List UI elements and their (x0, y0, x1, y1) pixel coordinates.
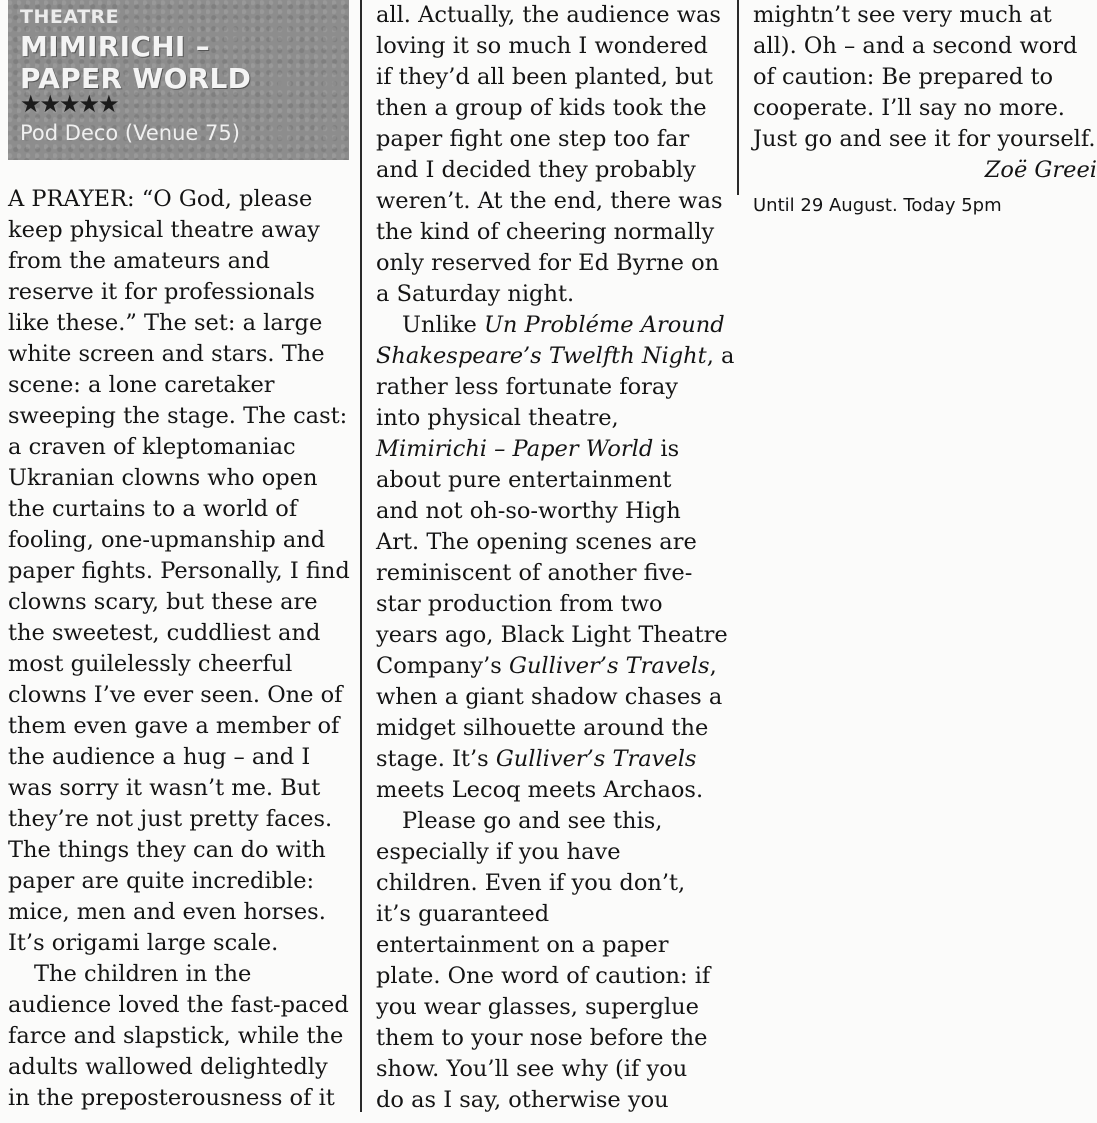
text-line: they’re not just pretty faces. (8, 806, 333, 832)
text-line: rather less fortunate foray (376, 374, 679, 400)
text-line: Unlike Un Probléme Around (402, 312, 725, 338)
text-line: mice, men and even horses. (8, 899, 326, 925)
author-byline: Zoë Greei (984, 157, 1097, 183)
text-line: if they’d all been planted, but (376, 64, 714, 90)
text-line: a Saturday night. (376, 281, 575, 307)
article-column-3 (753, 0, 1097, 218)
text-line: like these.” The set: a large (8, 310, 323, 336)
text-line: reserve it for professionals (8, 279, 315, 305)
review-title-line-2: PAPER WORLD (20, 62, 252, 95)
text-line: Ukranian clowns who open (8, 465, 318, 491)
text-line: only reserved for Ed Byrne on (376, 250, 720, 276)
text-line: the curtains to a world of (8, 496, 298, 522)
text-line: audience loved the fast-paced (8, 992, 349, 1018)
text-line: especially if you have (376, 839, 621, 865)
text-line: from the amateurs and (8, 248, 270, 274)
text-line: them even gave a member of (8, 713, 340, 739)
text-line: Mimirichi – Paper World is (376, 436, 680, 462)
text-line: paper fights. Personally, I find (8, 558, 350, 584)
text-line: then a group of kids took the (376, 95, 707, 121)
text-line: do as I say, otherwise you (376, 1087, 669, 1113)
text-line: keep physical theatre away (8, 217, 320, 243)
text-line: was sorry it wasn’t me. But (8, 775, 321, 801)
text-line: all. Actually, the audience was (376, 2, 721, 28)
text-line: fooling, one-upmanship and (8, 527, 326, 553)
text-line: midget silhouette around the (376, 715, 709, 741)
text-line: paper are quite incredible: (8, 868, 315, 894)
text-line: most guilelessly cheerful (8, 651, 293, 677)
column-rule-1 (360, 0, 362, 1112)
text-line: The children in the (34, 961, 252, 987)
venue-label: Pod Deco (Venue 75) (20, 121, 240, 145)
text-line: into physical theatre, (376, 405, 619, 431)
text-line: white screen and stars. The (8, 341, 325, 367)
text-line: A PRAYER: “O God, please (8, 186, 313, 212)
article-column-2 (376, 0, 735, 1116)
text-line: meets Lecoq meets Archaos. (376, 777, 704, 803)
text-line: all). Oh – and a second word (753, 33, 1078, 59)
text-line: sweeping the stage. The cast: (8, 403, 348, 429)
text-line: children. Even if you don’t, (376, 870, 686, 896)
article-column-1 (8, 184, 354, 1114)
column-rule-2 (737, 0, 739, 195)
text-line: the audience a hug – and I (8, 744, 311, 770)
text-line: scene: a lone caretaker (8, 372, 275, 398)
text-line: mightn’t see very much at (753, 2, 1052, 28)
text-line: The things they can do with (8, 837, 326, 863)
text-line: Company’s Gulliver’s Travels, (376, 653, 717, 679)
text-line: adults wallowed delightedly (8, 1054, 328, 1080)
text-line: It’s origami large scale. (8, 930, 279, 956)
review-title-line-1: MIMIRICHI – (20, 30, 210, 63)
text-line: Please go and see this, (402, 808, 663, 834)
text-line: weren’t. At the end, there was (376, 188, 723, 214)
text-line: plate. One word of caution: if (376, 963, 711, 989)
text-line: entertainment on a paper (376, 932, 669, 958)
text-line: a craven of kleptomaniac (8, 434, 296, 460)
text-line: Art. The opening scenes are (376, 529, 697, 555)
text-line: when a giant shadow chases a (376, 684, 723, 710)
review-title (20, 31, 251, 95)
text-line: Just go and see it for yourself. (753, 126, 1096, 152)
text-line: star production from two (376, 591, 663, 617)
text-line: the kind of cheering normally (376, 219, 715, 245)
text-line: Shakespeare’s Twelfth Night, a (376, 343, 735, 369)
star-rating: ★★★★★ (20, 90, 118, 118)
text-line: clowns I’ve ever seen. One of (8, 682, 343, 708)
text-line: years ago, Black Light Theatre (376, 622, 728, 648)
performance-listing: Until 29 August. Today 5pm (753, 195, 1002, 216)
text-line: cooperate. I’ll say no more. (753, 95, 1065, 121)
text-line: reminiscent of another five- (376, 560, 693, 586)
text-line: in the preposterousness of it (8, 1085, 335, 1111)
text-line: it’s guaranteed (376, 901, 550, 927)
text-line: about pure entertainment (376, 467, 672, 493)
text-line: and not oh-so-worthy High (376, 498, 681, 524)
text-line: you wear glasses, superglue (376, 994, 699, 1020)
text-line: of caution: Be prepared to (753, 64, 1054, 90)
text-line: clowns scary, but these are (8, 589, 318, 615)
text-line: stage. It’s Gulliver’s Travels (376, 746, 697, 772)
review-header-box (8, 0, 349, 160)
text-line: and I decided they probably (376, 157, 696, 183)
text-line: paper fight one step too far (376, 126, 690, 152)
text-line: the sweetest, cuddliest and (8, 620, 321, 646)
text-line: show. You’ll see why (if you (376, 1056, 688, 1082)
text-line: loving it so much I wondered (376, 33, 708, 59)
text-line: them to your nose before the (376, 1025, 708, 1051)
section-kicker: THEATRE (20, 6, 120, 28)
text-line: farce and slapstick, while the (8, 1023, 344, 1049)
